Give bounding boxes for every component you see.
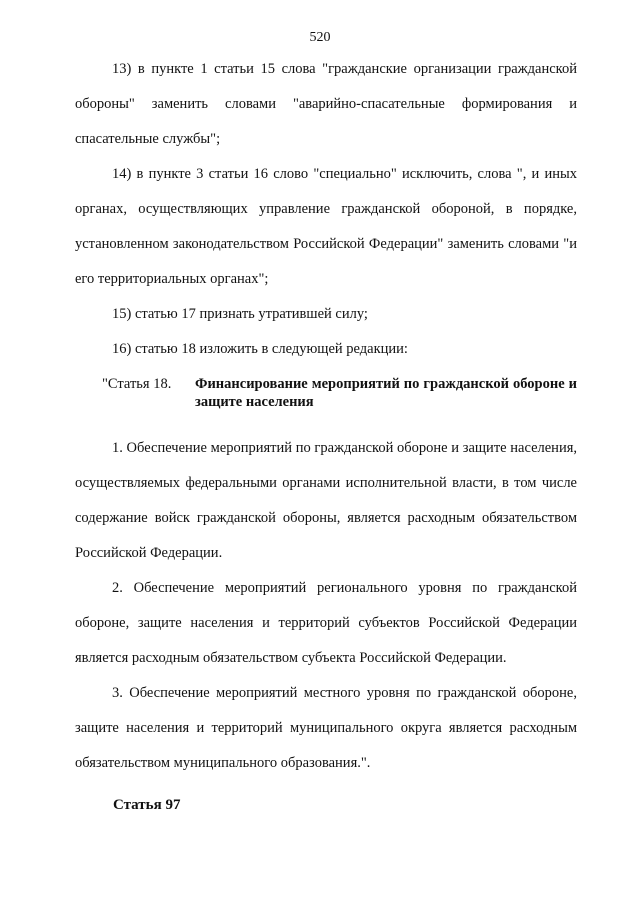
article-18-number: "Статья 18. — [102, 376, 172, 392]
document-body — [75, 52, 577, 781]
paragraph-14: 14) в пункте 3 статьи 16 слово "специально" исключить, слова ", и иных органах, осуществляющих управление гражданской обороной, в порядке, установленном законодательством Российской Федерации" заменить словами "и его территориальных органах"; — [75, 166, 577, 287]
paragraph-16: 16) статью 18 изложить в следующей редакции: — [112, 341, 408, 357]
article-18-item-3: 3. Обеспечение мероприятий местного уровня по гражданской обороне, защите населения и территорий муниципального округа является расходным обязательством муниципального образования.". — [75, 685, 577, 771]
article-18-heading — [75, 375, 577, 411]
article-18-item-2: 2. Обеспечение мероприятий регионального уровня по гражданской обороне, защите населения и территорий субъектов Российской Федерации является расходным обязательством субъекта Российской Федерации. — [75, 580, 577, 666]
article-97-heading: Статья 97 — [113, 797, 181, 813]
article-18-item-1: 1. Обеспечение мероприятий по гражданской обороне и защите населения, осуществляемых федеральными органами исполнительной власти, в том числе содержание войск гражданской обороны, является расходным обязательством Российской Федерации. — [75, 440, 577, 561]
paragraph-15: 15) статью 17 признать утратившей силу; — [112, 306, 368, 322]
article-18-title: Финансирование мероприятий по гражданской обороне и защите населения — [195, 376, 577, 410]
page-number: 520 — [309, 30, 331, 45]
paragraph-13: 13) в пункте 1 статьи 15 слова "гражданские организации гражданской обороны" заменить словами "аварийно-спасательные формирования и спасательные службы"; — [75, 61, 577, 147]
